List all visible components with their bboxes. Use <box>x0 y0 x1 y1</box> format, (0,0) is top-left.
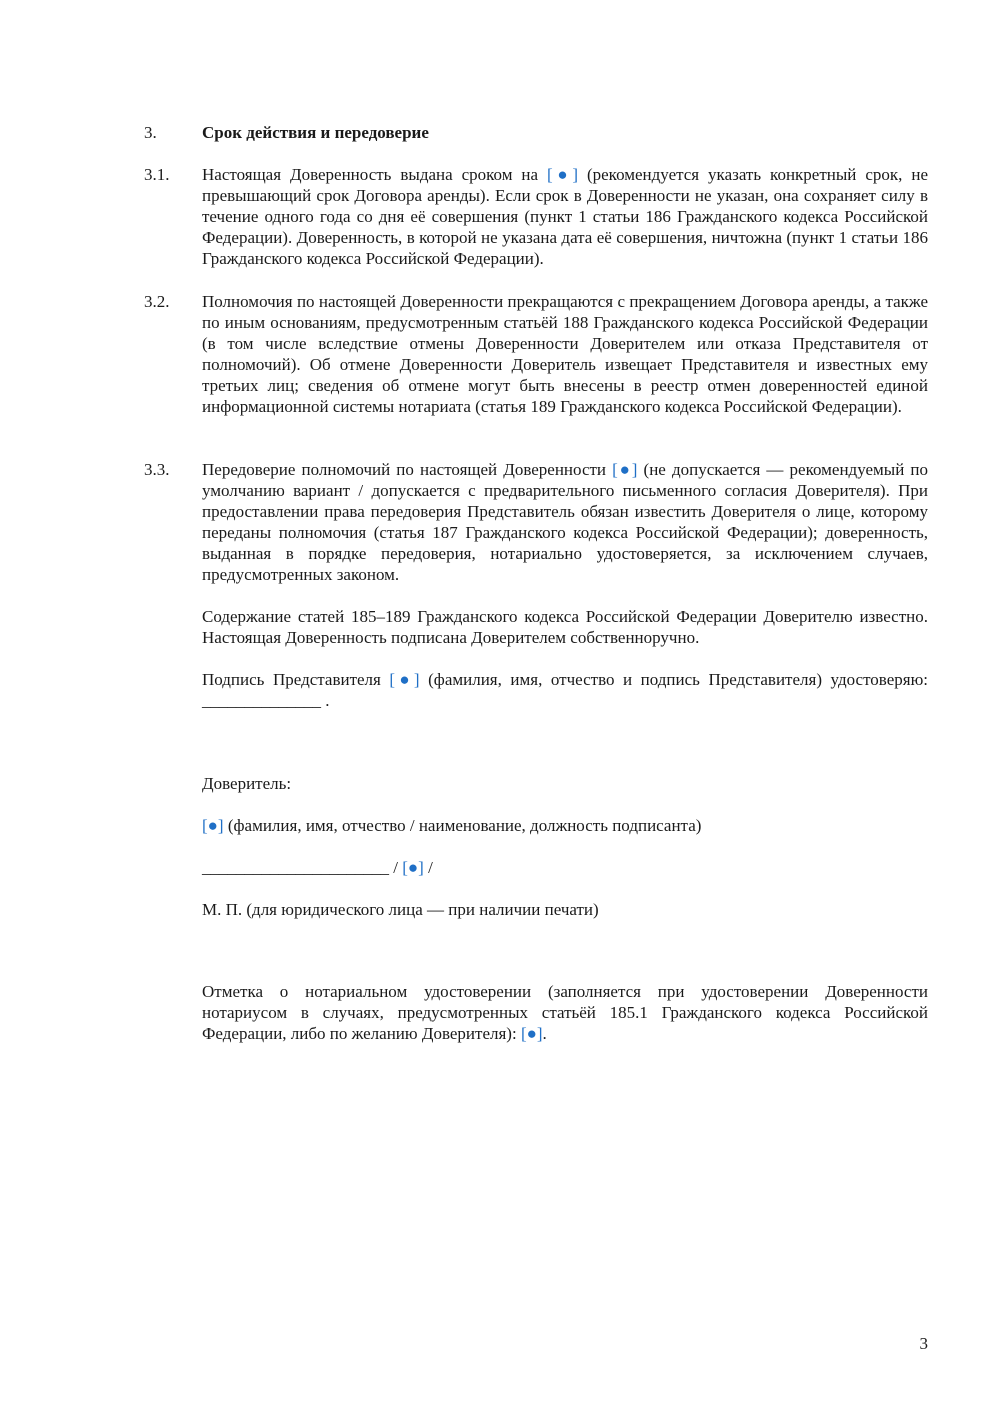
seal-note: М. П. (для юридического лица — при наличии печати) <box>202 900 599 919</box>
placeholder-marker: [●] <box>520 1024 543 1043</box>
clause-number: 3.3. <box>144 460 170 479</box>
placeholder-marker: [●] <box>402 858 424 877</box>
clause-3-3 <box>144 459 928 585</box>
placeholder-marker: [●] <box>612 460 638 479</box>
clause-number: 3.1. <box>144 165 170 184</box>
section-number: 3. <box>144 123 157 142</box>
section-title: Срок действия и передоверие <box>202 123 429 142</box>
placeholder-marker: [●] <box>389 670 420 689</box>
clause-text: Передоверие полномочий по настоящей Доверенности [●] (не допускается — рекомендуемый по умолчанию вариант / допускается с предварительного письменного согласия Доверителя). При предоставлении права передоверия Представитель обязан известить Доверителя о лице, которому переданы полномочия (статья 187 Гражданского кодекса Российской Федерации); доверенность, выданная в порядке передоверия, нотариально удостоверяется, за исключением случаев, предусмотренных законом. <box>202 460 928 584</box>
principal-label: Доверитель: <box>202 774 292 793</box>
clause-text: Настоящая Доверенность выдана сроком на [●] (рекомендуется указать конкретный срок, не превышающий срок Договора аренды). Если срок в Доверенности не указан, она сохраняет силу в течение одного года со дня её совершения (пункт 1 статьи 186 Гражданского кодекса Российской Федерации). Доверенность, в которой не указана дата её совершения, ничтожна (пункт 1 статьи 186 Гражданского кодекса Российской Федерации). <box>202 165 928 268</box>
clause-3-2 <box>144 291 928 417</box>
placeholder-marker: [●] <box>202 816 224 835</box>
principal-signature-line: ______________________ / [●] / <box>202 858 433 877</box>
clause-3-1 <box>144 164 928 269</box>
principal-name-line: [●] (фамилия, имя, отчество / наименование, должность подписанта) <box>202 816 702 835</box>
section-heading <box>144 122 934 143</box>
page-number: 3 <box>919 1334 928 1353</box>
representative-signature-paragraph: Подпись Представителя [●] (фамилия, имя, отчество и подпись Представителя) удостоверяю: ______________ . <box>202 670 929 710</box>
notary-paragraph: Отметка о нотариальном удостоверении (заполняется при удостоверении Доверенности нотариусом в случаях, предусмотренных статьёй 185.1 Гражданского кодекса Российской Федерации, либо по желанию Доверителя): [●]. <box>202 982 928 1043</box>
clause-text: Полномочия по настоящей Доверенности прекращаются с прекращением Договора аренды, а также по иным основаниям, предусмотренным статьёй 188 Гражданского кодекса Российской Федерации (в том числе вследствие отмены Доверенности Доверителем или отказа Представителя от полномочий). Об отмене Доверенности Доверитель извещает Представителя и известных ему третьих лиц; сведения об отмене могут быть внесены в реестр отмен доверенностей единой информационной системы нотариата (статья 189 Гражданского кодекса Российской Федерации). <box>202 292 928 416</box>
clause-number: 3.2. <box>144 292 170 311</box>
acknowledgement-paragraph: Содержание статей 185–189 Гражданского кодекса Российской Федерации Доверителю известно. Настоящая Доверенность подписана Доверителем собственноручно. <box>202 607 928 647</box>
placeholder-marker: [●] <box>547 165 579 184</box>
